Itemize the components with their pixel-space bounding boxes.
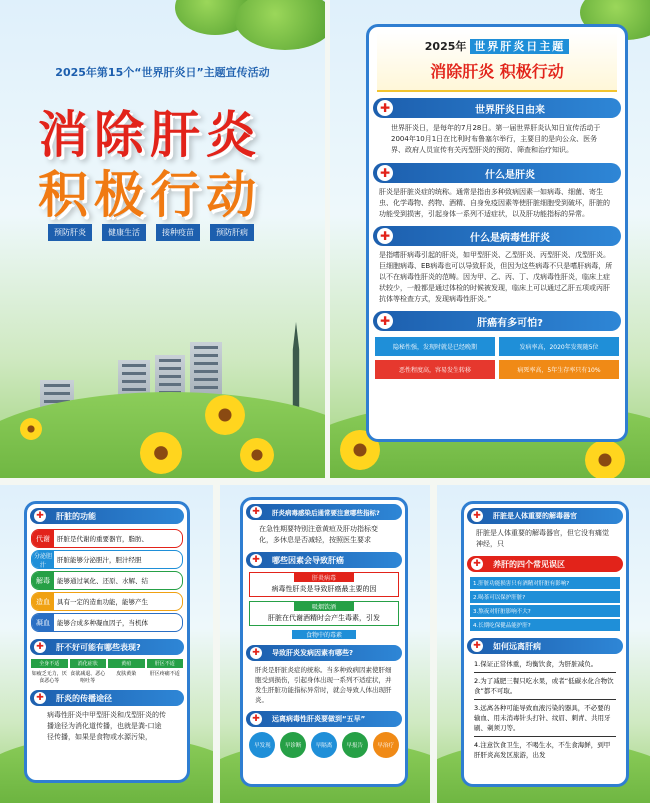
cross-icon: ✚	[471, 640, 483, 652]
section-header: ✚ 远离病毒性肝炎要做到“五早”	[246, 711, 402, 727]
cross-icon: ✚	[34, 641, 46, 653]
cross-icon: ✚	[250, 506, 262, 518]
myth-item: 2.喝茶可以保护肝脏?	[470, 591, 620, 603]
section-header: ✚ 肝不好可能有哪些表现?	[30, 639, 184, 655]
myth-item: 3.熬夜对肝脏影响不大?	[470, 605, 620, 617]
tag-row	[48, 224, 254, 241]
function-row: 分泌胆汁 肝脏能够分泌胆汁，胆汁经胆	[31, 550, 183, 569]
main-poster	[0, 0, 325, 478]
section-text: 在急性期要特别注意黄疸及肝功指标变化，多休息是否减轻，按照医生要求	[259, 525, 378, 544]
symptom-item: 肝区不适 肝区疼痛不适	[147, 659, 184, 684]
tag: 预防肝炎	[48, 224, 92, 241]
five-early-circle: 早报告	[342, 732, 368, 758]
cross-icon: ✚	[377, 228, 393, 244]
section-text: 肝炎是肝脏炎症的统称。通常是指由多种致病因素一如病毒、细菌、寄生虫、化学毒物、药物、酒精、自身免疫因素等使肝脏细胞受到破坏，肝脏的功能受到损害，引起身体一系列不适症状，以及肝功能指标的异常。	[379, 188, 610, 218]
section-header: ✚ 什么是病毒性肝炎	[373, 226, 621, 246]
fact-box: 病死率高，5年生存率只有10%	[499, 360, 619, 379]
section-text: 世界肝炎日，是每年的7月28日。第一届世界肝炎认知日宣传活动于2004年10月1日在比利时布鲁塞尔举行，主要目的是向公众、医务界、政府人员宣传有关丙型肝炎的预防、筛查和治疗知识。	[391, 124, 601, 154]
function-row: 代谢 肝脏是代谢的重要器官，脂肪、	[31, 529, 183, 548]
section-header: ✚ 养肝的四个常见误区	[467, 556, 623, 572]
fact-box: 发病率高，2020年发现随5位	[499, 337, 619, 356]
banner-year: 2025年	[424, 40, 467, 53]
flower	[240, 438, 274, 472]
section-header: ✚ 如何远离肝病	[467, 638, 623, 654]
cross-icon: ✚	[471, 558, 483, 570]
cross-icon: ✚	[471, 510, 483, 522]
factor-box: 肝炎病毒 病毒性肝炎是导致肝癌最主要的因	[249, 572, 399, 597]
info-card	[461, 501, 629, 787]
info-card	[24, 501, 190, 783]
five-early-circle: 早发现	[249, 732, 275, 758]
banner-slogan: 消除肝炎 积极行动	[430, 62, 564, 81]
poster-title-line2: 积极行动	[38, 166, 262, 224]
cross-icon: ✚	[377, 100, 393, 116]
tag: 预防肝病	[210, 224, 254, 241]
tip-item: 4.注意饮食卫生，不喝生水，不生食海鲜，到甲肝肝炎高发区旅游，出发	[474, 741, 611, 759]
symptom-item: 消化症状 食欲减退、恶心呕吐等	[70, 661, 106, 684]
section-header: ✚ 肝炎病毒感染后通常要注意哪些指标?	[246, 504, 402, 520]
info-card	[366, 24, 628, 442]
cross-icon: ✚	[34, 692, 46, 704]
section-header: ✚ 肝脏是人体重要的解毒器官	[467, 508, 623, 524]
section-header: ✚ 哪些因素会导致肝癌	[246, 552, 402, 568]
section-header: ✚ 世界肝炎日由来	[373, 98, 621, 118]
cross-icon: ✚	[250, 647, 262, 659]
tag: 接种疫苗	[156, 224, 200, 241]
section-header: ✚ 肝癌有多可怕?	[373, 311, 621, 331]
myth-item: 1.肝脏功能损害只有酒精对肝脏有影响?	[470, 577, 620, 589]
function-row: 凝血 能够合成多种凝血因子，当机体	[31, 613, 183, 632]
info-card	[240, 497, 408, 787]
section-header: ✚ 肝脏的功能	[30, 508, 184, 524]
tag: 健康生活	[102, 224, 146, 241]
banner	[377, 32, 617, 92]
flower	[205, 395, 245, 435]
function-row: 解毒 能够通过氧化、还原、水解、结	[31, 571, 183, 590]
section-text: 肝脏是人体重要的解毒器官，但它没有痛觉神经，只	[476, 529, 609, 548]
poster-title-line1: 消除肝炎	[38, 106, 262, 164]
five-early-circle: 早隔离	[311, 732, 337, 758]
cross-icon: ✚	[34, 510, 46, 522]
tip-item: 3.远离各种可能导致血液污染的器具，不必要的输血、用未消毒针头打针、纹眉、刺青、共用牙刷、剃须刀等。	[474, 700, 616, 737]
poster-subtitle: 2025年第15个“世界肝炎日”主题宣传活动	[55, 66, 270, 79]
tip-item: 1.保证正常体重，均衡饮食，为肝脏减负。	[474, 656, 616, 673]
function-list	[27, 524, 187, 637]
five-early-circle: 早治疗	[373, 732, 399, 758]
symptom-item: 黄疸 皮肤黄染	[108, 659, 145, 684]
factor-tag: 食物中的毒素	[292, 630, 356, 639]
section-header: ✚ 肝炎的传播途径	[30, 690, 184, 706]
facts-grid	[369, 331, 625, 385]
symptom-item: 全身不适 如疲乏无力，厌食恶心等	[31, 661, 67, 684]
section-header: ✚ 什么是肝炎	[373, 163, 621, 183]
leaf-decoration	[235, 0, 325, 50]
poster-liver-function	[0, 485, 213, 803]
fact-box: 恶性程度高，容易发生转移	[375, 360, 495, 379]
cross-icon: ✚	[250, 554, 262, 566]
flower	[20, 418, 42, 440]
tip-item: 2.为了减肥三餐只吃水果，或者“低碳水化合物饮食”都不可取。	[474, 673, 616, 700]
info-poster	[330, 0, 650, 478]
myth-list	[464, 572, 626, 636]
flower	[585, 440, 625, 478]
poster-liver-cancer	[220, 485, 430, 803]
section-text: 病毒性肝炎中甲型肝炎和戊型肝炎的传播途径为消化道传播，也就是粪-口途径传播，如果是食物或水源污染，	[47, 711, 166, 741]
fact-box: 隐秘性强，发现时就是已经晚期	[375, 337, 495, 356]
flower	[140, 432, 182, 474]
banner-theme: 世界肝炎日主题	[470, 39, 569, 54]
section-text: 肝炎是肝脏炎症的统称。当多种致病因素使肝细胞受到损伤，引起身体出现一系列不适症状，并发生肝脏功能指标异常时，就会导致人体出现肝炎。	[255, 666, 392, 704]
factor-box: 吸烟饮酒 肝脏在代谢酒精时会产生毒素，引发	[249, 601, 399, 626]
cross-icon: ✚	[250, 713, 262, 725]
cross-icon: ✚	[377, 313, 393, 329]
myth-item: 4.长期吃保健品能护肝?	[470, 619, 620, 631]
symptom-row	[27, 655, 187, 688]
cross-icon: ✚	[377, 165, 393, 181]
five-early-row	[243, 727, 405, 763]
section-header: ✚ 导致肝炎发病因素有哪些?	[246, 645, 402, 661]
five-early-circle: 早诊断	[280, 732, 306, 758]
function-row: 造血 具有一定的造血功能，能够产生	[31, 592, 183, 611]
tip-list	[464, 654, 626, 765]
section-text: 是指嗜肝病毒引起的肝炎，如甲型肝炎、乙型肝炎、丙型肝炎、戊型肝炎。巨细胞病毒、EB病毒也可以导致肝炎，但因为这些病毒不只是嗜肝病毒，所以不在病毒性肝炎的范畴。因为甲、乙、丙、丁、戊病毒性肝炎，临床上症状较少，一般都是通过体检的时候被发现，临床上可以通过乙肝五项或丙肝抗体等检查方式，发现病毒性肝炎。”	[379, 251, 613, 303]
poster-liver-care	[437, 485, 650, 803]
